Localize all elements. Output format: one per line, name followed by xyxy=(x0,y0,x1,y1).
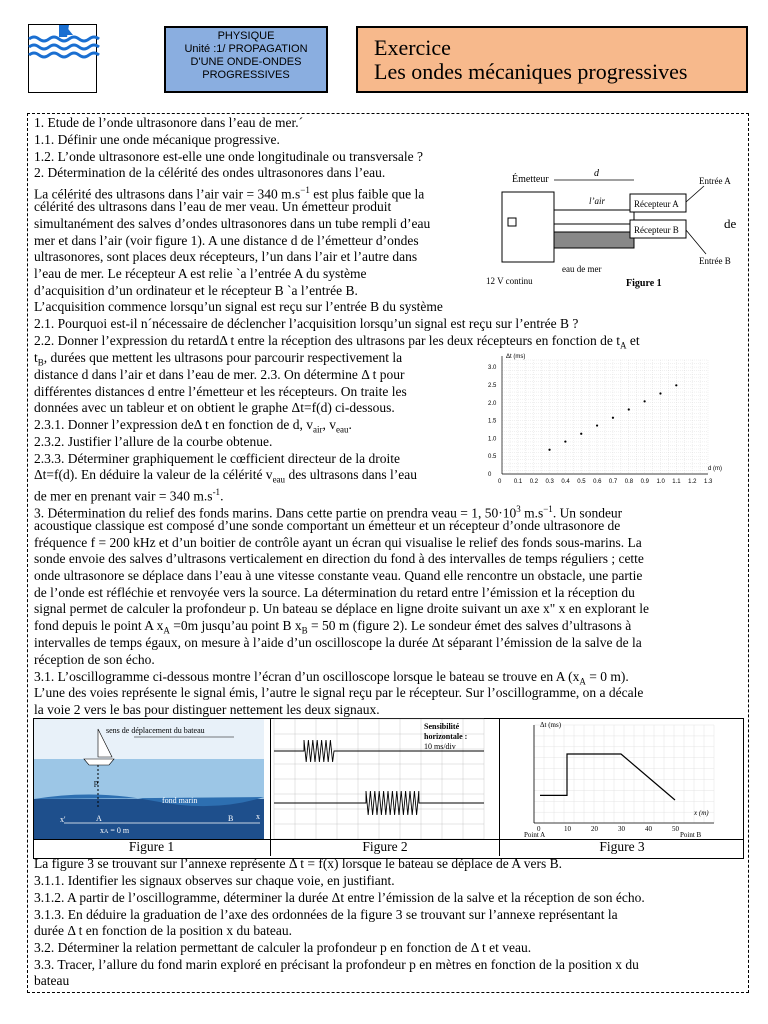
chart-y-tick-label: 2.0 xyxy=(488,400,497,407)
panel-divider-1 xyxy=(270,719,271,856)
text-line: données avec un tableur et on obtient le graphe Δt=f(d) ci-dessous. xyxy=(34,400,395,415)
air-tube xyxy=(554,210,634,224)
water-tube xyxy=(554,232,634,248)
text-line: 2. Détermination de la célérité des ondes ultrasonores dans l’eau. xyxy=(34,165,386,180)
chart-y-tick-label: 1.0 xyxy=(488,436,497,443)
text-line: l’eau de mer. Le récepteur A est relie `a l’entrée A du système xyxy=(34,266,367,281)
text-line: 2.1. Pourquoi est-il n´nécessaire de déclencher l’acquisition lorsqu’un signal est reçu sur l’entrée B ? xyxy=(34,316,579,331)
text-line: La figure 3 se trouvant sur l’annexe représente Δ t = f(x) lorsque le bateau se déplace de A vers B. xyxy=(34,856,562,871)
text-line: 2.3.1. Donner l’expression deΔ t en fonction de d, $v_{air}$, $v_{eau}$. xyxy=(34,417,352,435)
figure-3-caption: Figure 3 xyxy=(599,839,645,854)
chart-x-tick-label: 0.9 xyxy=(640,479,649,485)
input-b-label: Entrée B xyxy=(699,256,731,266)
x-prime-label: x' xyxy=(60,815,66,824)
f3-ticks xyxy=(537,825,680,833)
text-line: signal permet de calculer la profondeur p. Un bateau se déplace en ligne droite suivant un axe x" x en explorant le xyxy=(34,601,650,616)
d-label: d xyxy=(594,168,599,179)
wire-a xyxy=(686,186,704,202)
text-line: 1.1. Définir une onde mécanique progressive. xyxy=(34,132,280,147)
sea xyxy=(34,759,264,799)
emitter-label: Émetteur xyxy=(512,174,549,185)
direction-label: sens de déplacement du bateau xyxy=(106,726,205,735)
chart-data-point xyxy=(644,400,646,402)
chart-y-tick-label: 0.5 xyxy=(488,454,497,461)
figure-oscillogram xyxy=(274,719,484,839)
text-line: fréquence f = 200 kHz et d’un boitier de contrôle ayant un écran qui visualise le relief des fonds sous-marins. La xyxy=(34,535,642,550)
f3-point-b: Point B xyxy=(680,831,702,839)
title-line-2: Les ondes mécaniques progressives xyxy=(374,59,688,84)
water-label: eau de mer xyxy=(562,264,602,274)
text-line: mer et dans l’air (voir figure 1). A une distance d de l’émetteur d’ondes xyxy=(34,233,419,248)
chart-x-label: d (m) xyxy=(708,466,722,472)
chart-x-tick-label: 1.1 xyxy=(672,479,681,485)
text-line: onde ultrasonore se déplace dans l’eau à une vitesse constante veau. Quand elle rencontre un obstacle, une partie xyxy=(34,568,643,583)
chart-grid xyxy=(502,360,708,474)
chart-x-tick-label: 0.5 xyxy=(577,479,586,485)
figure-1-caption-bottom: Figure 1 xyxy=(128,839,175,854)
x-label: x xyxy=(256,812,260,821)
chart-x-tick-label: 0.8 xyxy=(624,479,634,485)
chart-data-point xyxy=(659,392,661,394)
text-line: 3.2. Déterminer la relation permettant de calculer la profondeur p en fonction de Δ t et veau. xyxy=(34,940,532,955)
figure-boat-scene xyxy=(34,719,264,839)
sensitivity-label-1: Sensibilité xyxy=(424,722,460,731)
sailboat-wave-icon xyxy=(29,25,96,92)
text-line: distance d dans l’air et dans l’eau de mer. 2.3. On détermine Δ t pour xyxy=(34,367,405,382)
text-line: 3.3. Tracer, l’allure du fond marin exploré en précisant la profondeur p en mètres en fonction de la position x du xyxy=(34,957,639,972)
figure-1-apparatus xyxy=(484,162,748,298)
text-line: 3. Détermination du relief des fonds marins. Dans cette partie on prendra veau = 1, $50\cdot 10^3$ $m.s^{-1}$. Un sondeur xyxy=(34,504,623,521)
meta-line: PROGRESSIVES xyxy=(202,69,290,81)
f3-x-tick-label: 50 xyxy=(672,825,679,833)
text-line: sonde envoie des salves d’ultrasons verticalement en direction du fond à des intervalles de temps réguliers ; cette xyxy=(34,551,644,566)
meta-line: PHYSIQUE xyxy=(217,30,275,42)
f3-x-label: x (m) xyxy=(694,809,709,817)
chart-y-tick-label: 1.5 xyxy=(488,418,497,425)
text-line: 2.2. Donner l’expression du retardΔ t entre la réception des ultrasons par les deux récepteurs en fonction de $t_A$ et xyxy=(34,333,640,351)
text-line: 3.1. L’oscillogramme ci-dessous montre l’écran d’un oscilloscope lorsque le bateau se trouve en A ($x_A = 0$ m). xyxy=(34,669,629,687)
air-label: l’air xyxy=(589,196,606,206)
boat-icon xyxy=(84,759,114,765)
f3-point-a: Point A xyxy=(524,831,546,839)
chart-data-point xyxy=(548,449,550,451)
chart-x-tick-label: 1.3 xyxy=(704,479,713,485)
text-line: différentes distances d entre l’émetteur et les récepteurs. On traite les xyxy=(34,384,407,399)
text-line: intervalles de temps égaux, on mesure à l’aide d’un oscilloscope la durée Δt séparant l’émission de la salve de la xyxy=(34,635,642,650)
sensitivity-label-2: horizontale : xyxy=(424,732,468,741)
stray-text: de xyxy=(724,216,737,231)
chart-x-tick-label: 0.2 xyxy=(529,479,539,485)
text-line: d’acquisition d’un ordinateur et le récepteur B `a l’entrée B. xyxy=(34,283,358,298)
chart-y-tick-label: 0 xyxy=(488,472,492,478)
xa-label: xA = 0 m xyxy=(100,826,130,835)
chart-data-point xyxy=(628,408,630,410)
text-line: 1.2. L’onde ultrasonore est-elle une onde longitudinale ou transversale ? xyxy=(34,149,424,164)
transducer xyxy=(508,218,516,226)
chart-x-tick-label: 1.0 xyxy=(656,479,665,485)
logo xyxy=(28,24,97,93)
chart-data-point xyxy=(564,440,566,442)
figure-2-caption: Figure 2 xyxy=(362,839,408,854)
chart-data-point xyxy=(580,433,582,435)
f3-x-tick-label: 40 xyxy=(645,825,652,833)
text-line: La célérité des ultrasons dans l’air vair = 340 $m.s^{-1}$ est plus faible que la xyxy=(34,185,425,202)
figure-3-grid xyxy=(534,725,714,823)
title-line-1: Exercice xyxy=(374,35,451,60)
receiver-b-label: Récepteur B xyxy=(634,225,679,235)
emitter-box xyxy=(502,192,554,262)
input-a-label: Entrée A xyxy=(699,176,731,186)
text-line: la voie 2 vers le bas pour distinguer nettement les deux signaux. xyxy=(34,702,380,717)
supply-label: 12 V continu xyxy=(486,276,533,286)
text-line: L’une des voies représente le signal émis, l’autre le signal reçu par le récepteur. Sur l’oscillogramme, on a décale xyxy=(34,685,644,700)
f3-x-tick-label: 10 xyxy=(564,825,571,833)
text-line: fond depuis le point A $x_A =0m$ jusqu’au point B $x_B = 50$ m (figure 2). Le sondeur émet des salves d’ultrasons à xyxy=(34,618,632,636)
figure-1-caption: Figure 1 xyxy=(626,278,662,289)
f3-x-tick-label: 30 xyxy=(618,825,625,833)
chart-x-tick-label: 1.2 xyxy=(688,479,697,485)
chart-y-tick-label: 2.5 xyxy=(488,382,497,389)
meta-line: D'UNE ONDE-ONDES xyxy=(190,56,302,68)
chart-x-tick-label: 0.1 xyxy=(513,479,523,485)
chart-x-tick-label: 0.3 xyxy=(545,479,554,485)
f3-profile-line xyxy=(540,754,675,800)
sensitivity-label-3: 10 ms/div xyxy=(424,742,456,751)
f3-x-tick-label: 0 xyxy=(537,825,541,833)
figures-panel xyxy=(33,718,744,859)
text-line: 1. Etude de l’onde ultrasonore dans l’eau de mer.´ xyxy=(34,115,304,130)
text-line: 2.3.2. Justifier l’allure de la courbe obtenue. xyxy=(34,434,273,449)
meta-line: Unité :1/ PROPAGATION xyxy=(184,43,308,55)
chart-data-point xyxy=(675,384,677,386)
text-line: 3.1.3. En déduire la graduation de l’axe des ordonnées de la figure 3 se trouvant sur l’annexe représentant la xyxy=(34,907,618,922)
chart-x-tick-label: 0.6 xyxy=(593,479,602,485)
text-line: de mer en prenant vair = 340 $m.s^{-1}$. xyxy=(34,487,224,504)
chart-data-point xyxy=(596,424,598,426)
f3-y-label: Δt (ms) xyxy=(540,721,562,729)
chart-x-tick-label: 0.4 xyxy=(561,479,570,485)
text-line: Δt=f(d). En déduire la valeur de la célérité $v_{eau}$ des ultrasons dans l’eau xyxy=(34,467,418,485)
wire-b xyxy=(686,230,706,254)
text-line: 2.3.3. Déterminer graphiquement le cœfficient directeur de la droite xyxy=(34,451,400,466)
text-line: ultrasonores, sont places deux récepteurs, l’un dans l’air et l’autre dans xyxy=(34,249,418,264)
point-b-label: B xyxy=(228,814,234,823)
text-line: réception de son écho. xyxy=(34,652,155,667)
point-a-label: A xyxy=(96,814,102,823)
text-line: de l’onde est réfléchie et renvoyée vers la source. La détermination du retard entre l’émission et la réception du xyxy=(34,585,635,600)
text-line: $t_B$, durées que mettent les ultrasons pour parcourir respectivement la xyxy=(34,350,403,368)
chart-y-label: Δt (ms) xyxy=(506,354,526,360)
text-line: bateau xyxy=(34,973,70,988)
text-line: 3.1.1. Identifier les signaux observes sur chaque voie, en justifiant. xyxy=(34,873,395,888)
seabed-label: fond marin xyxy=(162,796,198,805)
f3-x-tick-label: 20 xyxy=(591,825,598,833)
depth-label: p xyxy=(94,778,98,787)
text-line: durée Δ t en fonction de la position x du bateau. xyxy=(34,923,292,938)
text-line: 3.1.2. A partir de l’oscillogramme, déterminer la durée Δt entre l’émission de la salve et la réception de son écho. xyxy=(34,890,645,905)
course-unit-box xyxy=(164,26,328,93)
text-line: simultanément des salves d’ondes ultrasonores dans un tube rempli d’eau xyxy=(34,216,431,231)
figure-3-profile xyxy=(504,719,734,839)
panel-divider-2 xyxy=(499,719,500,856)
chart-x-tick-label: 0 xyxy=(498,479,502,485)
receiver-a-label: Récepteur A xyxy=(634,199,679,209)
text-line: L’acquisition commence lorsqu’un signal est reçu sur l’entrée B du système xyxy=(34,299,443,314)
text-line: célérité des ultrasons dans l’eau de mer veau. Un émetteur produit xyxy=(34,199,392,214)
delta-t-vs-d-chart xyxy=(482,350,722,490)
chart-y-tick-label: 3.0 xyxy=(488,365,497,372)
exercise-title-box xyxy=(356,26,748,93)
chart-x-tick-label: 0.7 xyxy=(608,479,618,485)
text-line: acoustique classique est composé d’une sonde comportant un émetteur et un récepteur d’onde ultrasonore de xyxy=(34,518,621,533)
chart-data-point xyxy=(612,417,614,419)
